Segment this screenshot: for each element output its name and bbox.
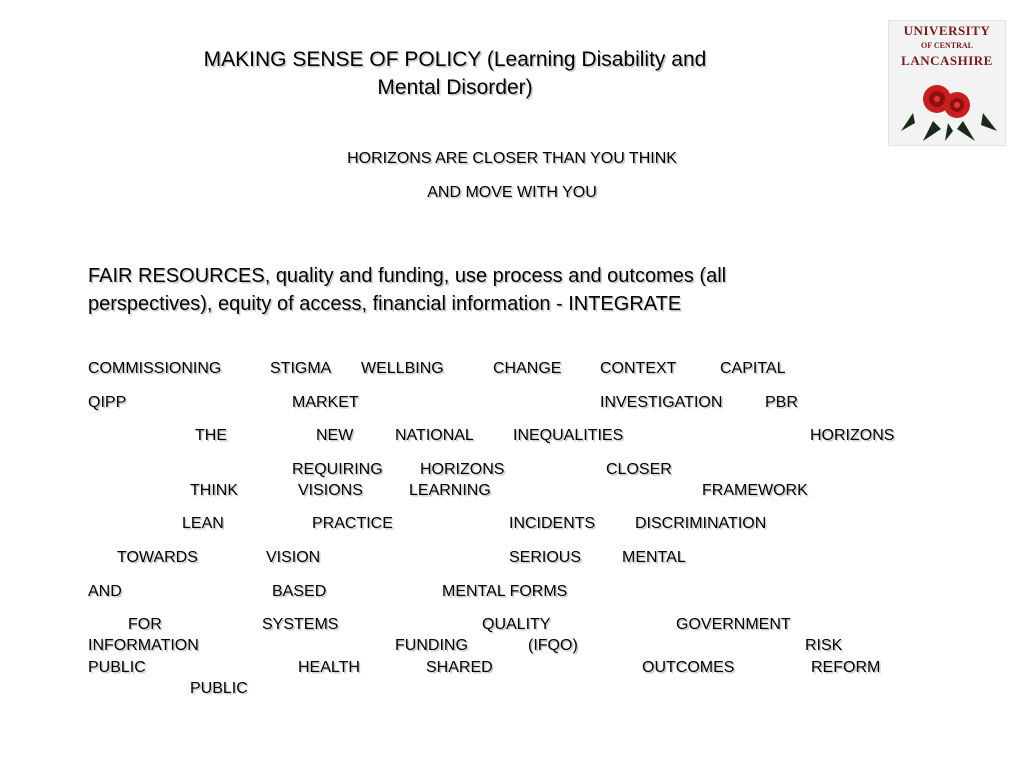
word: THINK bbox=[190, 482, 238, 499]
word: MARKET bbox=[292, 394, 359, 411]
university-logo bbox=[888, 20, 1006, 146]
logo-text-university: UNIVERSITY bbox=[903, 23, 991, 38]
word: INEQUALITIES bbox=[513, 427, 624, 444]
word: FUNDING bbox=[395, 637, 468, 654]
word: FOR bbox=[128, 616, 162, 633]
title-line-2: Mental Disorder) bbox=[377, 76, 533, 99]
word: CLOSER bbox=[606, 461, 672, 478]
slide-title bbox=[150, 46, 760, 102]
word: INVESTIGATION bbox=[600, 394, 723, 411]
word: SYSTEMS bbox=[262, 616, 339, 633]
fair-line-1: FAIR RESOURCES, quality and funding, use process and outcomes (all bbox=[88, 265, 727, 287]
word: AND bbox=[88, 583, 122, 600]
rose-emblem-icon bbox=[893, 73, 1003, 143]
word: LEARNING bbox=[409, 482, 491, 499]
title-line-1: MAKING SENSE OF POLICY (Learning Disability and bbox=[203, 48, 707, 71]
word: TOWARDS bbox=[117, 549, 198, 566]
fair-line-2: perspectives), equity of access, financial information - INTEGRATE bbox=[88, 293, 682, 315]
word: PUBLIC bbox=[88, 659, 146, 676]
fair-resources-paragraph bbox=[88, 262, 908, 318]
word: HEALTH bbox=[298, 659, 360, 676]
word: COMMISSIONING bbox=[88, 360, 222, 377]
logo-text-lancashire: LANCASHIRE bbox=[901, 53, 993, 68]
word: LEAN bbox=[182, 515, 224, 532]
word: RISK bbox=[805, 637, 843, 654]
word: REFORM bbox=[811, 659, 881, 676]
subtitle-line-1: HORIZONS ARE CLOSER THAN YOU THINK bbox=[347, 150, 677, 167]
word: PRACTICE bbox=[312, 515, 393, 532]
word: PBR bbox=[765, 394, 798, 411]
subtitle-line-2: AND MOVE WITH YOU bbox=[427, 184, 597, 201]
word: MENTAL FORMS bbox=[442, 583, 568, 600]
word: QIPP bbox=[88, 394, 127, 411]
word: HORIZONS bbox=[810, 427, 895, 444]
logo-text-of-central: OF CENTRAL bbox=[921, 41, 973, 50]
word: INCIDENTS bbox=[509, 515, 596, 532]
word: (IFQO) bbox=[528, 637, 578, 654]
word: NATIONAL bbox=[395, 427, 474, 444]
word: THE bbox=[195, 427, 227, 444]
word: WELLBING bbox=[361, 360, 444, 377]
word: MENTAL bbox=[622, 549, 686, 566]
word: VISION bbox=[266, 549, 321, 566]
word: REQUIRING bbox=[292, 461, 383, 478]
word: FRAMEWORK bbox=[702, 482, 808, 499]
word: HORIZONS bbox=[420, 461, 505, 478]
word: BASED bbox=[272, 583, 327, 600]
word: GOVERNMENT bbox=[676, 616, 791, 633]
word: QUALITY bbox=[482, 616, 551, 633]
word: DISCRIMINATION bbox=[635, 515, 767, 532]
word: SERIOUS bbox=[509, 549, 582, 566]
word: NEW bbox=[316, 427, 354, 444]
word: VISIONS bbox=[298, 482, 363, 499]
word: INFORMATION bbox=[88, 637, 199, 654]
word: CHANGE bbox=[493, 360, 562, 377]
word: PUBLIC bbox=[190, 680, 248, 697]
word: SHARED bbox=[426, 659, 493, 676]
word: CAPITAL bbox=[720, 360, 786, 377]
word: OUTCOMES bbox=[642, 659, 735, 676]
word: STIGMA bbox=[270, 360, 332, 377]
word: CONTEXT bbox=[600, 360, 677, 377]
